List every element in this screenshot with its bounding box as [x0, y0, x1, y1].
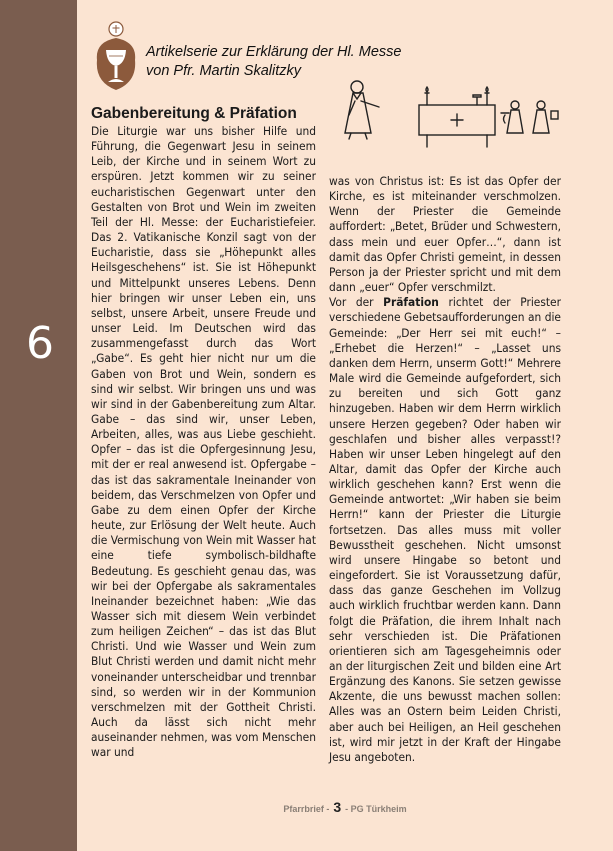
footer-parish: - PG Türkheim	[345, 804, 407, 814]
priest-figure-icon	[345, 81, 379, 139]
article-column-1	[91, 124, 316, 761]
series-author: von Pfr. Martin Skalitzky	[146, 63, 301, 79]
page-footer	[0, 799, 613, 815]
bold-term: Präfation	[383, 295, 439, 310]
article-paragraph: Die Liturgie war uns bisher Hilfe und Führung, die Gegenwart Jesu in seinem Leib, der Kirche und in seinem Wort zu erspüren. Jetzt kommen wir zu seiner eucharistischen Gegenwart unter den Gestalten von Brot und Wein im zweiten Teil der Hl. Messe: der Eucharistiefeier. Das 2. Vatikanische Konzil sagt von der Eucharistie, dass sie „Höhepunkt alles Heilsgeschehens“ ist. Sie ist Höhepunkt und Mittelpunkt unseres Lebens. Denn hier bringen wir unser Leben ein, uns selbst, unsere Arbeit, unsere Freude und unser Leid. Im Deutschen wird das zusammengefasst durch das Wort „Gabe“. Es geht hier nicht nur um die Gaben von Brot und Wein, sondern es sind wir selbst. Wir bringen uns und was wir sind in der Gabenbereitung zum Altar. Gabe – das sind wir, unser Leben, Arbeiten, alles, was aus Liebe geschieht. Opfer – das ist die Opfergesinnung Jesu, mit der er real anwesend ist. Opfergabe – das ist das sakramentale Ineinander von beidem, das Verschmelzen von Opfer und Gabe zu dem einen Opfer der Kirche heute, zur Erlösung der Welt heute. Auch die Vermischung von Wein mit Wasser hat eine tiefe symbolisch-bildhafte Bedeutung. Es geschieht genau das, was wir bei der Opfergabe als sakramentales Ineinander bezeichnet haben: „Wie das Wasser sich mit diesem Wein verbindet zum heiligen Zeichen“ – das ist das Blut Christi. Und wie Wasser und Wein zum Blut Christi werden und damit nicht mehr voneinander unterscheidbar und trennbar sind, so werden wir in der Kommunion verschmelzen mit der Gottheit Christi. Auch da lässt sich nicht mehr auseinander nehmen, was vom Menschen war und	[91, 124, 316, 760]
article-title: Gabenbereitung & Präfation	[91, 105, 297, 122]
footer-publication: Pfarrbrief -	[283, 804, 330, 814]
text-run: Vor der	[329, 295, 384, 310]
chalice-host-logo-icon	[93, 20, 139, 92]
altar-icon	[419, 87, 495, 147]
article-column-2	[329, 174, 561, 765]
article-paragraph: was von Christus ist: Es ist das Opfer der Kirche, es ist miteinander verschmolzen. Wenn der Priester die Gemeinde auffordert: „Betet, Brüder und Schwestern, dass mein und euer Opfer…“, dann ist damit das Opfer Christi gemeint, in dessen Person ja der Priester spricht und mit dem dann „euer“ Opfer verschmilzt.	[329, 174, 561, 295]
series-title: Artikelserie zur Erklärung der Hl. Messe	[146, 44, 402, 60]
text-run: richtet der Priester verschiedene Gebetsaufforderungen an die Gemeinde: „Der Herr sei mit euch!“ – „Erhebet die Herzen!“ – „Lasset uns danken dem Herrn, unserm Gott!“ Mehrere Male wird die Gemeinde aufgefordert, sich zu bereiten und sich Gott ganz hinzugeben. Haben wir dem Herrn wirklich unsere Herzen gegeben? Oder haben wir geschlafen und bisher alles verpasst!? Haben wir unser Leben hingelegt auf den Altar, damit das Opfer der Kirche auch wirklich geschehen kann? Erst wenn die Gemeinde antwortet: „Wir haben sie beim Herrn!“ kann der Priester die Liturgie fortsetzen. Das alles muss mit voller Bewusstheit geschehen. Nicht umsonst wird unsere Hingabe so betont und eingefordert. Sie ist Voraussetzung dafür, dass das ganze Geschehen im Vollzug auch wirklich fruchtbar werden kann. Dann folgt die Präfation, die ihrem Inhalt nach sehr verschieden ist. Die Präfationen orientieren sich am Tagesgeheimnis oder an der liturgischen Zeit und bilden eine Art Ergänzung des Kanons. Sie setzen gewisse Akzente, die uns bewusst machen sollen: Alles was an Ostern beim Leiden Christi, aber auch bei Heiligen, an Heil geschehen ist, wird mir jetzt in der Kraft der Hingabe Jesu angeboten.	[329, 295, 561, 764]
footer-page-number: 3	[333, 799, 342, 815]
altar-servers-icon	[501, 101, 558, 133]
altar-sketch-illustration	[327, 75, 562, 165]
article-paragraph	[329, 295, 561, 765]
sidebar	[0, 0, 77, 851]
page-number: 6	[26, 318, 54, 369]
